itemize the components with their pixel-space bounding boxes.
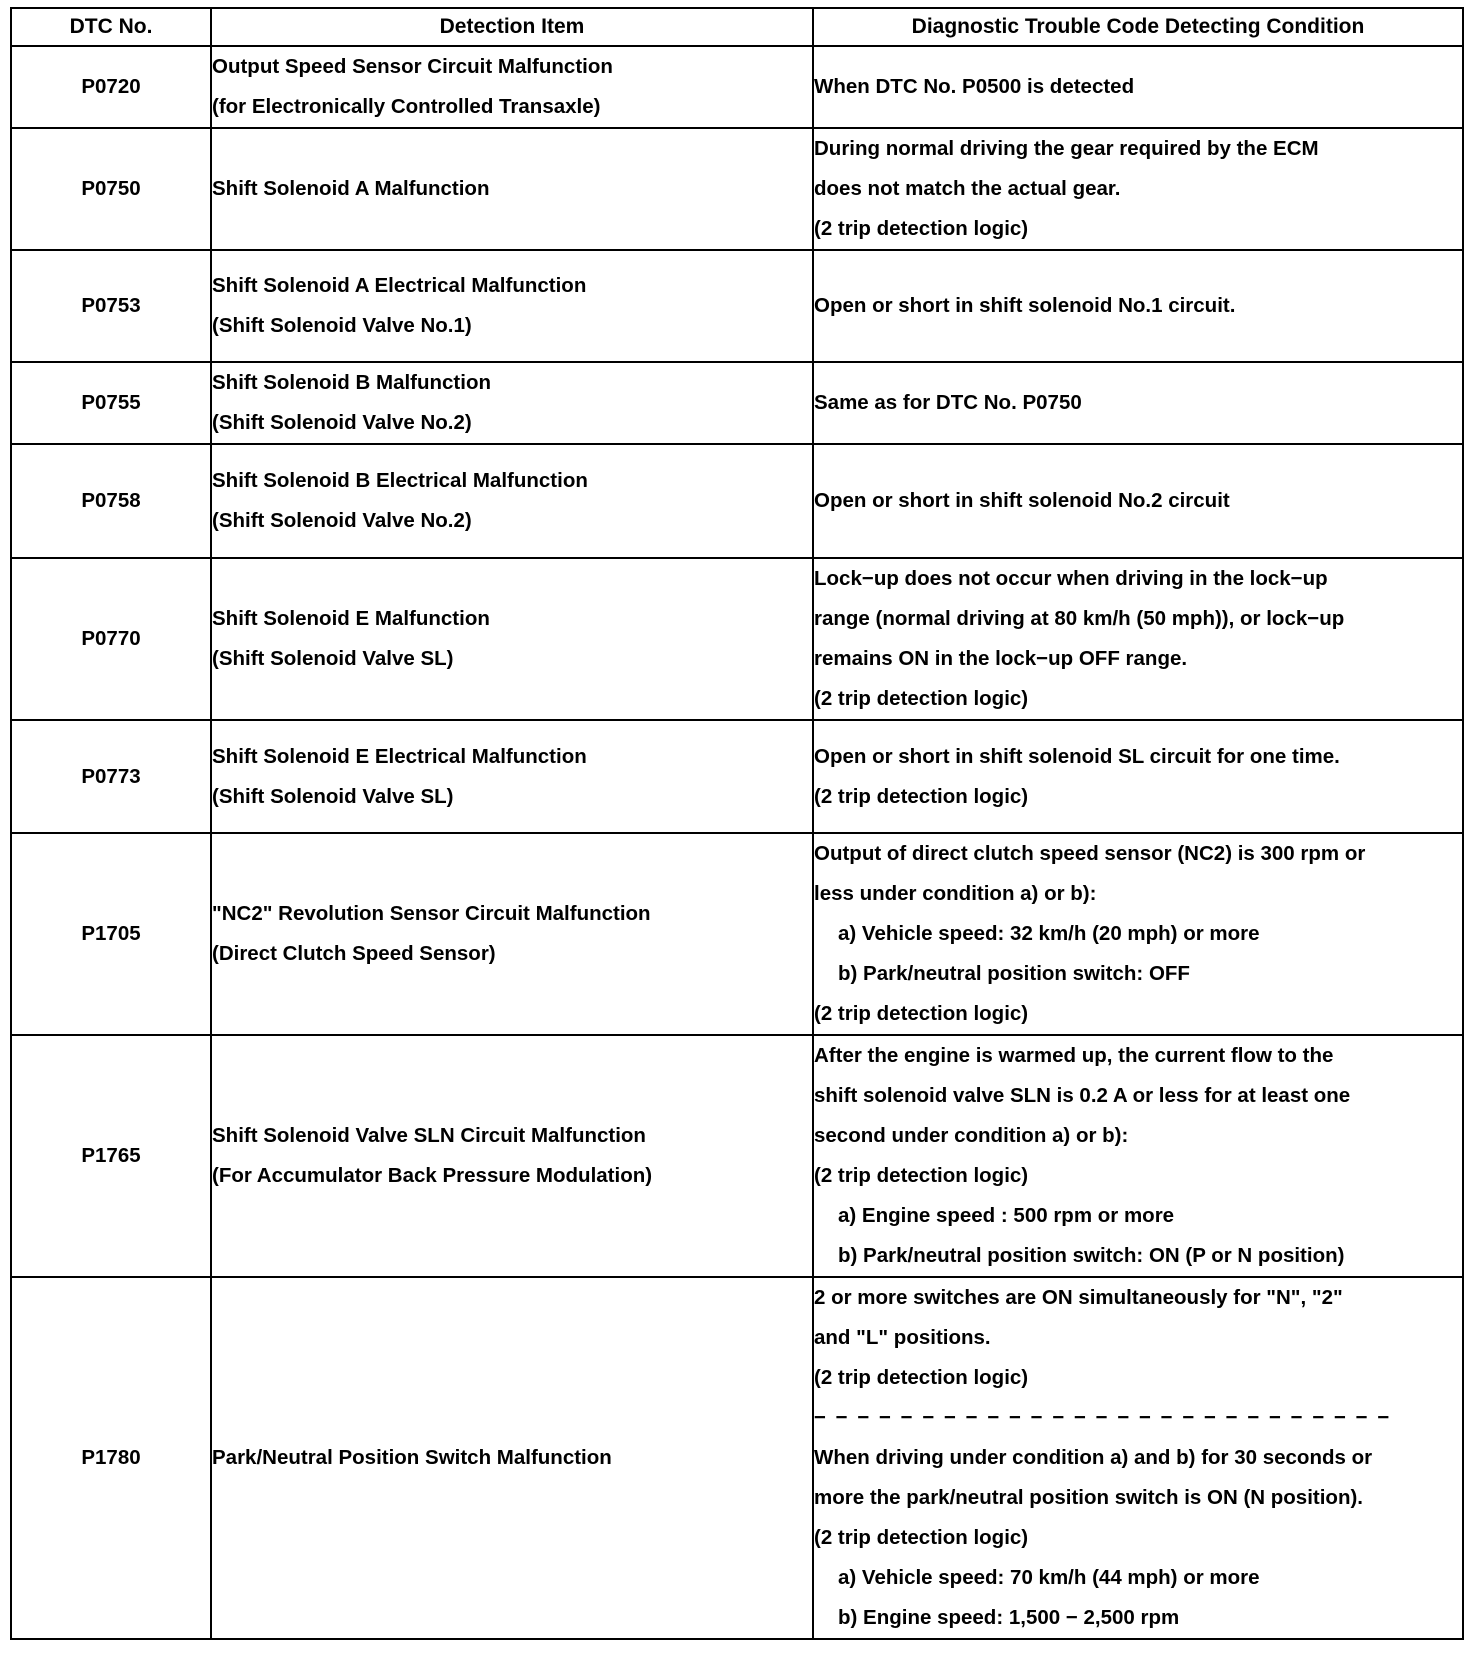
condition-cell xyxy=(813,1277,1463,1639)
dtc-code-cell: P0770 xyxy=(11,558,211,720)
condition-line: a) Vehicle speed: 32 km/h (20 mph) or more xyxy=(838,922,1260,945)
table-row xyxy=(11,362,1463,444)
condition-line: During normal driving the gear required by the ECM xyxy=(814,137,1319,160)
header-row xyxy=(11,8,1463,46)
dtc-code-cell: P1705 xyxy=(11,833,211,1035)
condition-line: (2 trip detection logic) xyxy=(814,1366,1029,1389)
detection-item-line: Output Speed Sensor Circuit Malfunction xyxy=(212,55,613,78)
condition-line: Open or short in shift solenoid No.2 circuit xyxy=(814,489,1230,512)
condition-line: (2 trip detection logic) xyxy=(814,687,1029,710)
detection-item-line: (Shift Solenoid Valve No.1) xyxy=(212,314,472,337)
detection-item-cell xyxy=(211,720,813,833)
condition-line: second under condition a) or b): xyxy=(814,1124,1129,1147)
dtc-code-cell: P0755 xyxy=(11,362,211,444)
detection-item-cell xyxy=(211,250,813,362)
condition-line: When DTC No. P0500 is detected xyxy=(814,75,1135,98)
dtc-code-cell: P0773 xyxy=(11,720,211,833)
condition-line: (2 trip detection logic) xyxy=(814,1526,1029,1549)
condition-line: Same as for DTC No. P0750 xyxy=(814,391,1082,414)
detection-item-line: Shift Solenoid A Electrical Malfunction xyxy=(212,274,587,297)
condition-separator: − − − − − − − − − − − − − − − − − − − − − − − − − − − xyxy=(814,1406,1392,1429)
condition-line: b) Park/neutral position switch: OFF xyxy=(838,962,1190,985)
detection-item-cell xyxy=(211,46,813,128)
condition-cell xyxy=(813,250,1463,362)
detection-item-cell xyxy=(211,444,813,558)
condition-line: b) Engine speed: 1,500 − 2,500 rpm xyxy=(838,1606,1180,1629)
dtc-code-cell: P1765 xyxy=(11,1035,211,1277)
detection-item-line: Park/Neutral Position Switch Malfunction xyxy=(212,1446,612,1469)
header-detecting-condition: Diagnostic Trouble Code Detecting Condition xyxy=(813,8,1463,46)
detection-item-line: Shift Solenoid Valve SLN Circuit Malfunction xyxy=(212,1124,646,1147)
dtc-table xyxy=(10,7,1464,1640)
header-dtc-no: DTC No. xyxy=(11,8,211,46)
condition-line: (2 trip detection logic) xyxy=(814,1164,1029,1187)
condition-line: (2 trip detection logic) xyxy=(814,1002,1029,1025)
table-row xyxy=(11,128,1463,250)
condition-line: does not match the actual gear. xyxy=(814,177,1121,200)
condition-line: remains ON in the lock−up OFF range. xyxy=(814,647,1188,670)
table-row xyxy=(11,250,1463,362)
condition-cell xyxy=(813,833,1463,1035)
condition-line: shift solenoid valve SLN is 0.2 A or less for at least one xyxy=(814,1084,1351,1107)
detection-item-line: (Shift Solenoid Valve No.2) xyxy=(212,509,472,532)
condition-cell xyxy=(813,720,1463,833)
detection-item-cell xyxy=(211,833,813,1035)
condition-line: Output of direct clutch speed sensor (NC2) is 300 rpm or xyxy=(814,842,1366,865)
condition-cell xyxy=(813,558,1463,720)
detection-item-cell xyxy=(211,1277,813,1639)
table-row xyxy=(11,558,1463,720)
detection-item-cell xyxy=(211,362,813,444)
condition-line: range (normal driving at 80 km/h (50 mph)), or lock−up xyxy=(814,607,1345,630)
condition-line: a) Engine speed : 500 rpm or more xyxy=(838,1204,1175,1227)
condition-line: less under condition a) or b): xyxy=(814,882,1097,905)
table-row xyxy=(11,1035,1463,1277)
table-row xyxy=(11,720,1463,833)
condition-line: Open or short in shift solenoid SL circuit for one time. xyxy=(814,744,1340,768)
condition-line: When driving under condition a) and b) for 30 seconds or xyxy=(814,1446,1373,1469)
table-row xyxy=(11,444,1463,558)
condition-line: and "L" positions. xyxy=(814,1326,991,1349)
detection-item-line: (Shift Solenoid Valve SL) xyxy=(212,647,454,670)
detection-item-line: (for Electronically Controlled Transaxle) xyxy=(212,95,601,118)
dtc-code-cell: P0720 xyxy=(11,46,211,128)
detection-item-line: (Shift Solenoid Valve SL) xyxy=(212,784,454,808)
table-row xyxy=(11,46,1463,128)
header-detection-item: Detection Item xyxy=(211,8,813,46)
dtc-code-cell: P0750 xyxy=(11,128,211,250)
condition-cell xyxy=(813,46,1463,128)
condition-line: (2 trip detection logic) xyxy=(814,217,1029,240)
detection-item-line: "NC2" Revolution Sensor Circuit Malfunction xyxy=(212,902,651,925)
condition-cell xyxy=(813,444,1463,558)
table-row xyxy=(11,1277,1463,1639)
condition-cell xyxy=(813,362,1463,444)
detection-item-line: Shift Solenoid E Malfunction xyxy=(212,607,490,630)
condition-cell xyxy=(813,1035,1463,1277)
detection-item-line: Shift Solenoid B Malfunction xyxy=(212,371,492,394)
detection-item-line: (Direct Clutch Speed Sensor) xyxy=(212,942,496,965)
condition-line: Lock−up does not occur when driving in the lock−up xyxy=(814,567,1328,590)
condition-line: a) Vehicle speed: 70 km/h (44 mph) or more xyxy=(838,1566,1260,1589)
condition-line: (2 trip detection logic) xyxy=(814,784,1029,808)
condition-cell xyxy=(813,128,1463,250)
condition-line: b) Park/neutral position switch: ON (P or N position) xyxy=(838,1244,1345,1267)
detection-item-line: (For Accumulator Back Pressure Modulation) xyxy=(212,1164,653,1187)
dtc-code-cell: P0758 xyxy=(11,444,211,558)
condition-line: Open or short in shift solenoid No.1 circuit. xyxy=(814,294,1236,317)
condition-line: 2 or more switches are ON simultaneously for "N", "2" xyxy=(814,1286,1343,1309)
detection-item-cell xyxy=(211,1035,813,1277)
detection-item-line: Shift Solenoid B Electrical Malfunction xyxy=(212,469,588,492)
detection-item-line: Shift Solenoid E Electrical Malfunction xyxy=(212,744,587,768)
condition-line: After the engine is warmed up, the current flow to the xyxy=(814,1044,1334,1067)
detection-item-cell xyxy=(211,128,813,250)
detection-item-cell xyxy=(211,558,813,720)
detection-item-line: (Shift Solenoid Valve No.2) xyxy=(212,411,472,434)
detection-item-line: Shift Solenoid A Malfunction xyxy=(212,177,490,200)
table-row xyxy=(11,833,1463,1035)
dtc-code-cell: P1780 xyxy=(11,1277,211,1639)
condition-line: more the park/neutral position switch is ON (N position). xyxy=(814,1486,1363,1509)
dtc-code-cell: P0753 xyxy=(11,250,211,362)
